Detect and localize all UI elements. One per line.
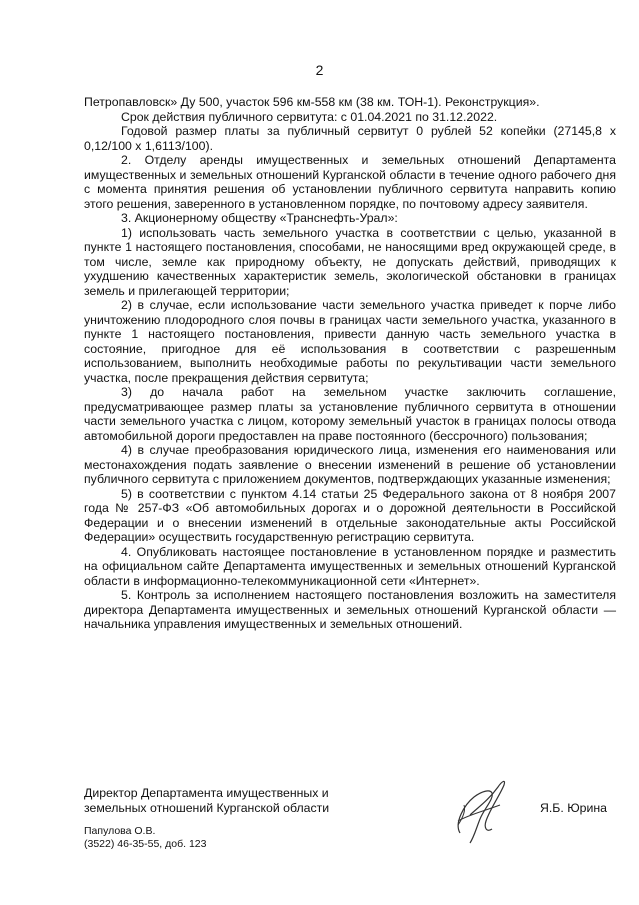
paragraph: 4) в случае преобразования юридического лица, изменения его наименования или местонахождения подать заявление о внесении изменений в решение об установлении публичного сервитута с приложением документов, подтверждающих указанные изменения; xyxy=(84,443,616,486)
signatory-title xyxy=(84,786,329,816)
paragraph: Годовой размер платы за публичный сервитут 0 рублей 52 копейки (27145,8 х 0,12/100 х 1,6113/100). xyxy=(84,124,616,153)
paragraph: 3. Акционерному обществу «Транснефть-Урал»: xyxy=(121,211,398,225)
executor-info xyxy=(84,825,206,851)
paragraph: Срок действия публичного сервитута: с 01.04.2021 по 31.12.2022. xyxy=(121,109,498,124)
executor-name: Папулова О.В. xyxy=(84,825,156,837)
signatory-name: Я.Б. Юрина xyxy=(540,801,607,815)
paragraph: 4. Опубликовать настоящее постановление в установленном порядке и разместить на официальном сайте Департамента имущественных и земельных отношений Курганской области в информационно-телекоммуникационной сети «Интернет». xyxy=(84,544,616,588)
paragraph: Петропавловск» Ду 500, участок 596 км-558 км (38 км. ТОН-1). Реконструкция». xyxy=(84,95,540,109)
paragraph: 5) в соответствии с пунктом 4.14 статьи 25 Федерального закона от 8 ноября 2007 года № 257-ФЗ «Об автомобильных дорогах и о дорожной деятельности в Российской Федерации и о внесении изменений в отдельные законодательные акты Российской Федерации» осуществить государственную регистрацию сервитута. xyxy=(84,486,616,544)
paragraph: 2. Отделу аренды имущественных и земельных отношений Департамента имущественных и земельных отношений Курганской области в течение одного рабочего дня с момента принятия решения об установлении публичного сервитута направить копию этого решения, заверенного в установленном порядке, по почтовому адресу заявителя. xyxy=(84,153,616,211)
page-number: 2 xyxy=(315,62,324,78)
paragraph: 5. Контроль за исполнением настоящего постановления возложить на заместителя директора Департамента имущественных и земельных отношений Курганской области — начальника управления имущественных и земельных отношений. xyxy=(84,588,616,631)
paragraph: 1) использовать часть земельного участка в соответствии с целью, указанной в пункте 1 настоящего постановления, способами, не наносящими вред окружающей среде, в том числе, земле как природному объекту, не допускать действий, приводящих к ухудшению качественных характеристик земель, экологической обстановки в границах земель и прилегающей территории; xyxy=(84,225,616,298)
paragraph: 3) до начала работ на земельном участке заключить соглашение, предусматривающее размер платы за установление публичного сервитута в отношении части земельного участка с лицом, которому земельный участок в границах полосы отвода автомобильной дороги предоставлен на праве постоянного (бессрочного) пользования; xyxy=(84,385,616,443)
executor-phone: (3522) 46-35-55, доб. 123 xyxy=(84,838,207,850)
signatory-title-line: земельных отношений Курганской области xyxy=(84,801,330,815)
handwritten-signature xyxy=(440,775,515,850)
document-body xyxy=(84,95,616,632)
signatory-title-line: Директор Департамента имущественных и xyxy=(84,786,329,800)
paragraph: 2) в случае, если использование части земельного участка приведет к порче либо уничтожению плодородного слоя почвы в границах части земельного участка, указанного в пункте 1 настоящего постановления, привести данную часть земельного участка в состояние, пригодное для её использования в соответствии с разрешенным использованием, выполнить необходимые работы по рекультивации части земельного участка, после прекращения действия сервитута; xyxy=(84,298,616,385)
